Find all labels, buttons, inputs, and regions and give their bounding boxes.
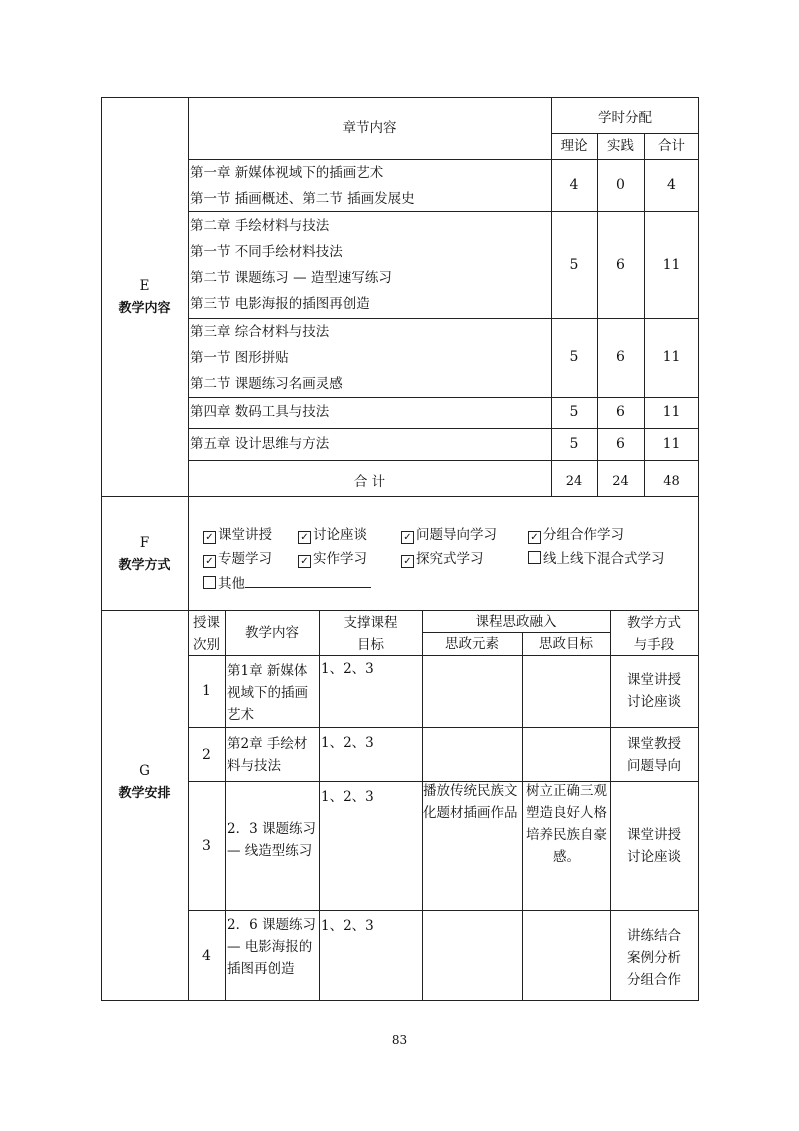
header-practice: 实践	[607, 138, 634, 154]
section-g-title: 教学安排	[118, 786, 171, 801]
schedule-row-3-target: 树立正确三观塑造良好人格培养民族自豪感。	[526, 783, 607, 865]
option-practice[interactable]: ✓ 实作学习	[298, 548, 367, 570]
schedule-row-1-goal: 1、2、3	[321, 661, 374, 677]
header-theory: 理论	[560, 138, 588, 154]
chapter-row-3: 第三章 综合材料与技法 第一节 图形拼贴 第二节 课题练习名画灵感	[190, 324, 343, 392]
header-teaching-content: 教学内容	[245, 625, 299, 641]
sum-practice: 24	[612, 474, 629, 489]
schedule-row-3-element: 播放传统民族文化题材插画作品	[423, 783, 518, 821]
row-5-practice: 6	[616, 436, 625, 452]
chapter-row-2: 第二章 手绘材料与技法 第一节 不同手绘材料技法 第二节 课题练习 — 造型速写练习 第三节 电影海报的插图再创造	[190, 218, 392, 312]
section-f-label	[101, 532, 188, 577]
row-4-practice: 6	[616, 404, 625, 420]
schedule-row-1-no: 1	[202, 683, 211, 699]
header-hours-allocation: 学时分配	[598, 110, 652, 126]
header-ideology: 课程思政融入	[475, 614, 557, 630]
sum-theory: 24	[565, 474, 583, 489]
section-f-letter: F	[139, 535, 150, 551]
option-blended[interactable]: 线上线下混合式学习	[528, 548, 665, 570]
checkbox-checked-icon: ✓	[401, 531, 414, 544]
other-blank-line[interactable]	[245, 574, 371, 588]
schedule-row-3-goal: 1、2、3	[321, 789, 374, 805]
schedule-row-2-method: 课堂教授 问题导向	[627, 736, 681, 774]
header-course-goal: 支撑课程 目标	[343, 615, 398, 653]
row-5-total: 11	[662, 436, 681, 452]
schedule-row-4-goal: 1、2、3	[321, 918, 374, 934]
sum-label: 合 计	[353, 474, 386, 490]
row-4-theory: 5	[569, 404, 579, 420]
schedule-row-2-no: 2	[202, 747, 211, 763]
header-ideology-element: 思政元素	[445, 636, 499, 652]
checkbox-checked-icon: ✓	[203, 531, 216, 544]
schedule-row-1-method: 课堂讲授 讨论座谈	[627, 672, 681, 710]
row-1-total: 4	[667, 177, 676, 193]
checkbox-checked-icon: ✓	[298, 555, 311, 568]
checkbox-checked-icon: ✓	[203, 555, 216, 568]
row-2-practice: 6	[616, 257, 625, 273]
row-1-practice: 0	[616, 177, 625, 193]
option-problem-based[interactable]: ✓ 问题导向学习	[401, 524, 497, 546]
checkbox-empty-icon	[203, 576, 216, 589]
option-discussion[interactable]: ✓ 讨论座谈	[298, 524, 367, 546]
header-ideology-target: 思政目标	[539, 636, 593, 652]
section-e-label	[101, 275, 188, 320]
schedule-row-3-no: 3	[202, 838, 211, 854]
checkbox-empty-icon	[528, 551, 541, 564]
section-g-letter: G	[139, 763, 150, 779]
checkbox-checked-icon: ✓	[528, 531, 541, 544]
header-total: 合计	[658, 138, 685, 154]
row-3-theory: 5	[569, 349, 579, 365]
header-teaching-method: 教学方式 与手段	[627, 615, 681, 653]
chapter-row-4: 第四章 数码工具与技法	[190, 404, 330, 420]
option-inquiry[interactable]: ✓ 探究式学习	[401, 548, 484, 570]
chapter-row-1: 第一章 新媒体视域下的插画艺术 第一节 插画概述、第二节 插画发展史	[190, 165, 415, 207]
sum-total: 48	[663, 474, 680, 489]
row-1-theory: 4	[569, 177, 579, 193]
schedule-row-4-content: 2．6 课题练习 — 电影海报的插图再创造	[227, 917, 316, 977]
schedule-row-3-content: 2．3 课题练习 — 线造型练习	[227, 821, 316, 859]
page-number: 83	[391, 1033, 408, 1047]
schedule-row-4-no: 4	[202, 948, 211, 964]
row-5-theory: 5	[569, 436, 579, 452]
option-lecture[interactable]: ✓ 课堂讲授	[203, 524, 272, 546]
checkbox-checked-icon: ✓	[298, 531, 311, 544]
section-e-letter: E	[139, 278, 150, 294]
schedule-row-4-method: 讲练结合 案例分析 分组合作	[627, 928, 681, 988]
row-4-total: 11	[662, 404, 681, 420]
option-other[interactable]: 其他	[203, 573, 371, 595]
schedule-row-1-content: 第1章 新媒体视域下的插画艺术	[227, 663, 308, 723]
schedule-row-3-method: 课堂讲授 讨论座谈	[627, 827, 681, 865]
section-g-label	[101, 760, 188, 805]
header-session: 授课 次别	[193, 615, 220, 653]
option-group-work[interactable]: ✓ 分组合作学习	[528, 524, 624, 546]
row-3-practice: 6	[616, 349, 625, 365]
row-2-theory: 5	[569, 257, 579, 273]
section-e-title: 教学内容	[118, 301, 171, 316]
schedule-row-2-goal: 1、2、3	[321, 735, 374, 751]
checkbox-checked-icon: ✓	[401, 555, 414, 568]
row-3-total: 11	[662, 349, 681, 365]
schedule-row-2-content: 第2章 手绘材料与技法	[227, 736, 308, 774]
chapter-row-5: 第五章 设计思维与方法	[190, 436, 330, 452]
option-topic-study[interactable]: ✓ 专题学习	[203, 548, 272, 570]
header-chapter-content: 章节内容	[342, 120, 397, 136]
row-2-total: 11	[662, 257, 681, 273]
section-f-title: 教学方式	[118, 558, 171, 573]
